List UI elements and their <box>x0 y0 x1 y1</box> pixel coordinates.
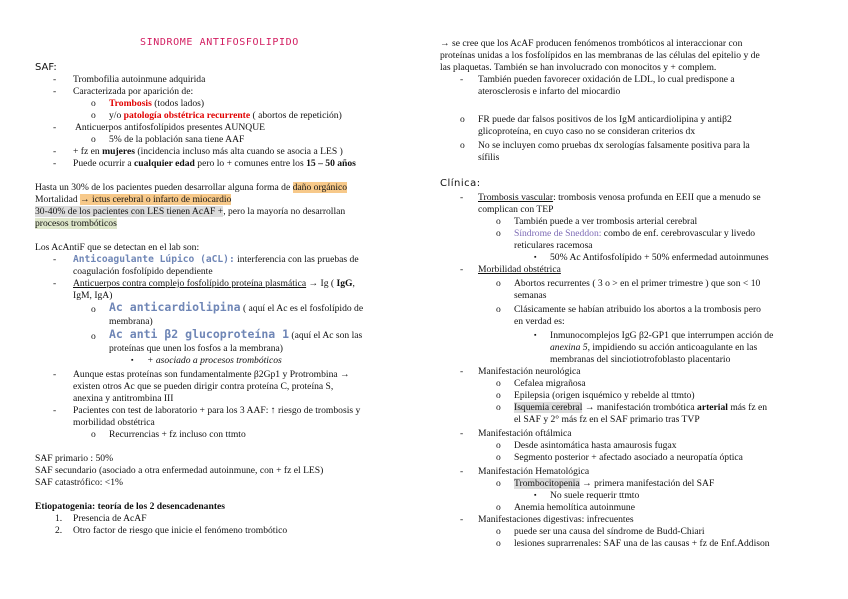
number-bullet: 2. <box>55 525 63 536</box>
circle-bullet: o <box>460 114 465 125</box>
text-line: las plaquetas. También se han involucrado con monocitos y + complem. <box>440 62 717 73</box>
text-line: Hasta un 30% de los pacientes pueden desarrollar alguna forma de daño orgánico <box>35 182 348 193</box>
text-line: 5% de la población sana tiene AAF <box>109 134 245 145</box>
circle-bullet: o <box>91 331 96 342</box>
highlight-text: Trombocitopenia <box>514 478 580 489</box>
text-line: Manifestación Hematológica <box>478 466 590 477</box>
text-line: Abortos recurrentes ( 3 o > en el primer trimestre ) que son < 10 <box>514 278 761 289</box>
text-line: 50% Ac Antifosfolípido + 50% enfermedad autoinmunes <box>550 252 769 263</box>
highlight-text: Isquemia cerebral <box>514 402 583 413</box>
text-line: Desde asintomática hasta amaurosis fugax <box>514 440 677 451</box>
text-line: Anemia hemolítica autoinmune <box>514 502 635 513</box>
clinica-heading: Clínica: <box>440 178 481 189</box>
text-line: Trombofilia autoinmune adquirida <box>73 74 206 85</box>
text-line: Anticuerpos antifosfolípidos presentes AUNQUE <box>75 122 265 133</box>
text-line: Puede ocurrir a cualquier edad pero lo + comunes entre los 15 – 50 años <box>73 158 356 169</box>
text-line: Ac anti β2 glucoproteína 1 (aquí el Ac son las <box>109 327 363 341</box>
circle-bullet: o <box>91 98 96 109</box>
highlight-text: Trombosis <box>109 98 152 109</box>
circle-bullet: o <box>496 526 501 537</box>
text-line: Trombosis vascular: trombosis venosa profunda en EEII que a menudo se <box>478 192 761 203</box>
highlight-text: Anticoagulante Lúpico (aCL): <box>73 254 235 265</box>
text-line: aterosclerosis e infarto del miocardio <box>478 86 621 97</box>
circle-bullet: o <box>496 278 501 289</box>
text-line: existen otros Ac que se pueden dirigir contra proteína C, proteína S, <box>73 381 334 392</box>
dash-bullet: - <box>460 428 464 439</box>
text-line: Pacientes con test de laboratorio + para los 3 AAF: ↑ riesgo de trombosis y <box>73 405 361 416</box>
text-line: 30-40% de los pacientes con LES tienen AcAF +, pero la mayoría no desarrollan <box>35 206 346 217</box>
square-bullet: ▪ <box>534 253 537 261</box>
text-line: También pueden favorecer oxidación de LDL, lo cual predispone a <box>478 74 735 85</box>
text-line: FR puede dar falsos positivos de los IgM anticardiolipina y antiβ2 <box>478 114 732 125</box>
circle-bullet: o <box>496 402 501 413</box>
dash-bullet: - <box>53 146 57 157</box>
text-line: Manifestaciones digestivas: infrecuentes <box>478 514 634 525</box>
text-line: en verdad es: <box>514 316 565 327</box>
text-line: semanas <box>514 290 547 301</box>
text-line: proteínas unidas a los fosfolípidos en las membranas de las células del epitelio y de <box>440 50 760 61</box>
text-line: membranas del sinciotiotrofoblasto placentario <box>550 354 731 365</box>
text-line: y/o patología obstétrica recurrente ( abortos de repetición) <box>109 110 342 121</box>
circle-bullet: o <box>91 110 96 121</box>
circle-bullet: o <box>496 478 501 489</box>
text-line: No suele requerir ttmto <box>550 490 640 501</box>
text-line: reticulares racemosa <box>514 240 593 251</box>
dash-bullet: - <box>53 74 57 85</box>
text-line: Recurrencias + fz incluso con ttmto <box>109 429 246 440</box>
text-line: → se cree que los AcAF producen fenómenos trombóticos al interaccionar con <box>440 38 743 49</box>
text-line: Manifestación oftálmica <box>478 428 572 439</box>
dash-bullet: - <box>53 405 57 416</box>
dash-bullet: - <box>460 466 464 477</box>
text-line: coagulación fosfolípido dependiente <box>73 266 213 277</box>
dash-bullet: - <box>53 122 57 133</box>
dash-bullet: - <box>460 514 464 525</box>
text-line: glicoproteína, en cuyo caso no se consideran criterios dx <box>478 126 696 137</box>
text-line: Inmunocomplejos IgG β2-GP1 que interrumpen acción de <box>550 330 774 341</box>
text-line: complican con TEP <box>478 204 554 215</box>
dash-bullet: - <box>53 278 57 289</box>
text-line: Clásicamente se habían atribuido los abortos a la trombosis pero <box>514 304 761 315</box>
text-line: También puede a ver trombosis arterial cerebral <box>514 216 698 227</box>
text-line: sífilis <box>478 152 500 163</box>
highlight-text: 30-40% de los pacientes con LES tienen AcAF + <box>35 206 224 217</box>
text-line: Otro factor de riesgo que inicie el fenómeno trombótico <box>73 525 288 536</box>
dash-bullet: - <box>53 158 57 169</box>
dash-bullet: - <box>460 366 464 377</box>
text-line: Morbilidad obstétrica <box>478 264 561 275</box>
text-line: Anticuerpos contra complejo fosfolípido proteína plasmática → Ig ( IgG, <box>73 278 355 289</box>
text-line: + asociado a procesos trombóticos <box>147 355 282 366</box>
highlight-text: → ictus cerebral o infarto de miocardio <box>80 194 232 205</box>
circle-bullet: o <box>496 216 501 227</box>
text-line: Mortalidad → ictus cerebral o infarto de miocardio <box>35 194 232 205</box>
highlight-text: Ac anticardiolipina <box>109 300 241 314</box>
dash-bullet: - <box>53 254 57 265</box>
text-line: Trombosis (todos lados) <box>109 98 205 109</box>
text-line: proteínas que unen los fosfos a la membrana) <box>109 343 283 354</box>
circle-bullet: o <box>91 134 96 145</box>
text-line: anexina 5, impidiendo su acción anticoagulante en las <box>550 342 758 353</box>
text-line: SAF secundario (asociado a otra enfermedad autoinmune, con + fz el LES) <box>35 465 324 476</box>
circle-bullet: o <box>496 390 501 401</box>
text-line: anexina y antitrombina III <box>73 393 174 404</box>
circle-bullet: o <box>91 304 96 315</box>
document-title: SINDROME ANTIFOSFOLIPIDO <box>140 37 299 48</box>
text-line: Trombocitopenia → primera manifestación del SAF <box>514 478 715 489</box>
number-bullet: 1. <box>55 513 63 524</box>
circle-bullet: o <box>496 502 501 513</box>
dash-bullet: - <box>460 264 464 275</box>
highlight-text: Ac anti β2 glucoproteína 1 <box>109 327 290 341</box>
saf-heading: SAF: <box>35 62 57 73</box>
text-line: membrana) <box>109 316 153 327</box>
dash-bullet: - <box>53 369 57 380</box>
text-line: Manifestación neurológica <box>478 366 581 377</box>
text-line: Aunque estas proteínas son fundamentalmente β2Gp1 y Protrombina → <box>73 369 350 380</box>
square-bullet: ▪ <box>534 491 537 499</box>
text-line: Epilepsia (origen isquémico y rebelde al ttmto) <box>514 390 695 401</box>
circle-bullet: o <box>496 228 501 239</box>
dash-bullet: - <box>53 86 57 97</box>
text-line: lesiones suprarrenales: SAF una de las causas + fz de Enf.Addison <box>514 538 770 549</box>
circle-bullet: o <box>496 304 501 315</box>
text-line: morbilidad obstétrica <box>73 417 155 428</box>
text-line: Los AcAntiF que se detectan en el lab son: <box>35 242 200 253</box>
highlight-text: procesos trombóticos <box>35 218 117 229</box>
text-line: Caracterizada por aparición de: <box>73 86 194 97</box>
highlight-text: daño orgánico <box>292 182 348 193</box>
circle-bullet: o <box>496 452 501 463</box>
text-line: SAF primario : 50% <box>35 453 114 464</box>
circle-bullet: o <box>496 538 501 549</box>
circle-bullet: o <box>496 440 501 451</box>
circle-bullet: o <box>460 140 465 151</box>
text-line: Cefalea migrañosa <box>514 378 586 389</box>
highlight-text: patología obstétrica recurrente <box>123 110 251 121</box>
text-line: Segmento posterior + afectado asociado a neuropatía óptica <box>514 452 743 463</box>
circle-bullet: o <box>496 378 501 389</box>
text-line: + fz en mujeres (incidencia incluso más alta cuando se asocia a LES ) <box>73 146 343 157</box>
text-line: SAF catastrófico: <1% <box>35 477 124 488</box>
text-line: Síndrome de Sneddon: combo de enf. cerebrovascular y livedo <box>514 228 756 239</box>
circle-bullet: o <box>91 429 96 440</box>
text-line: IgM, IgA) <box>73 290 113 301</box>
square-bullet: ▪ <box>131 356 134 364</box>
etiopatogenia-heading: Etiopatogenia: teoría de los 2 desencadenantes <box>35 501 226 512</box>
dash-bullet: - <box>460 192 464 203</box>
text-line: Presencia de AcAF <box>73 513 147 524</box>
text-line: puede ser una causa del síndrome de Budd-Chiari <box>514 526 705 537</box>
square-bullet: ▪ <box>534 331 537 339</box>
text-line: Ac anticardiolipina ( aquí el Ac es el fosfolípido de <box>109 300 364 314</box>
text-line: Isquemia cerebral → manifestación trombótica arterial más fz en <box>514 402 768 413</box>
text-line <box>35 218 117 230</box>
text-line: Anticoagulante Lúpico (aCL): interferencia con las pruebas de <box>73 254 359 265</box>
text-line: el SAF y 2° más fz en el SAF primario tras TVP <box>514 414 700 425</box>
dash-bullet: - <box>460 74 464 85</box>
text-line: No se incluyen como pruebas dx serologías falsamente positiva para la <box>478 140 750 151</box>
